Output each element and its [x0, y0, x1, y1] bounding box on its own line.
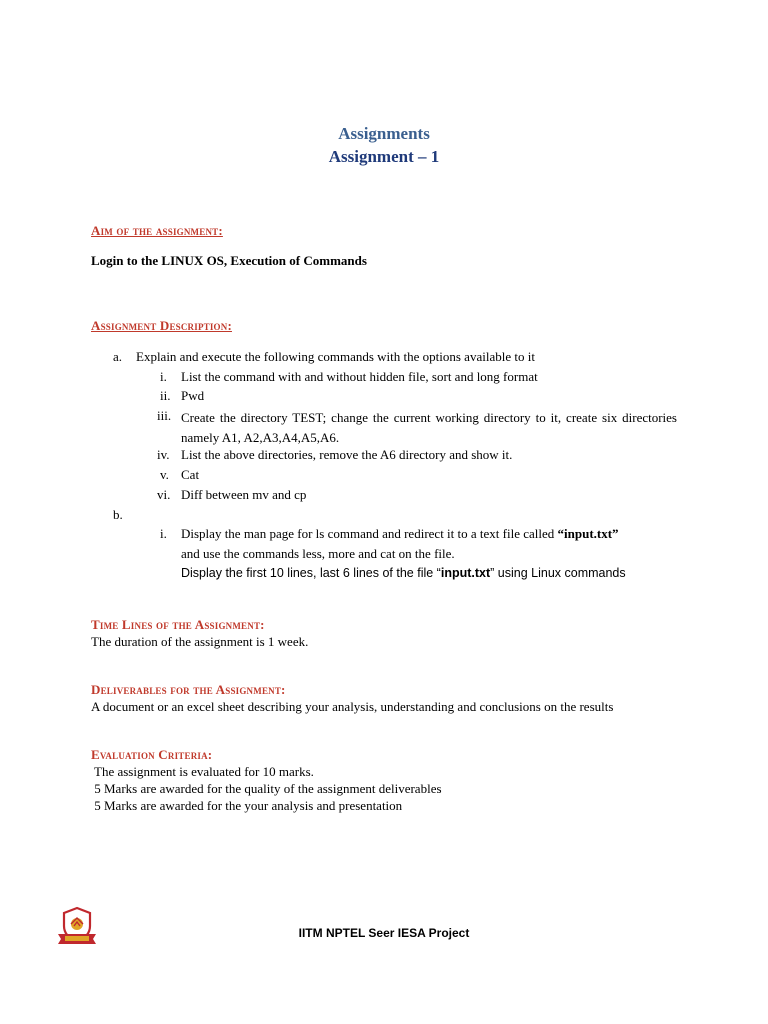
item-b-line1-text: Display the man page for ls command and redirect it to a text file called — [181, 526, 558, 541]
document-title: Assignments — [338, 124, 430, 143]
sub-item-text: List the above directories, remove the A6 directory and show it. — [181, 447, 513, 462]
sub-item-text: Create the directory TEST; change the current working directory to it, create six directories namely A1, A2,A3,A4,A5,A6. — [181, 410, 677, 445]
sub-item-text: Pwd — [181, 388, 205, 403]
sub-marker: iii. — [157, 408, 172, 423]
evaluation-line: 5 Marks are awarded for the your analysis and presentation — [91, 798, 403, 813]
filename-input: “input.txt” — [557, 526, 619, 541]
evaluation-line: 5 Marks are awarded for the quality of the assignment deliverables — [91, 781, 442, 796]
evaluation-line: The assignment is evaluated for 10 marks. — [91, 764, 314, 779]
item-b-line3-pre: Display the first 10 lines, last 6 lines of the file “ — [181, 566, 441, 580]
list-marker-b: b. — [113, 507, 123, 522]
sub-marker: v. — [160, 467, 169, 482]
item-b-line3-post: ” using Linux commands — [490, 566, 626, 580]
item-a-text: Explain and execute the following commands with the options available to it — [136, 349, 535, 364]
deliverables-heading: Deliverables for the Assignment: — [91, 682, 286, 697]
timelines-heading: Time Lines of the Assignment: — [91, 617, 265, 632]
sub-marker: iv. — [157, 447, 170, 462]
aim-text: Login to the LINUX OS, Execution of Commands — [91, 253, 367, 268]
footer-project-name: IITM NPTEL Seer IESA Project — [298, 926, 470, 940]
item-b-line2: and use the commands less, more and cat on the file. — [181, 546, 455, 561]
sub-marker: i. — [160, 526, 167, 541]
filename-input-2: input.txt — [440, 566, 491, 580]
list-marker-a: a. — [113, 349, 123, 364]
timelines-text: The duration of the assignment is 1 week. — [91, 634, 309, 649]
sub-item-text: List the command with and without hidden file, sort and long format — [181, 369, 538, 384]
sub-marker: vi. — [157, 487, 171, 502]
aim-heading: Aim of the assignment: — [91, 223, 223, 238]
sub-marker: i. — [160, 369, 167, 384]
deliverables-text: A document or an excel sheet describing your analysis, understanding and conclusions on the results — [91, 699, 614, 714]
sub-marker: ii. — [160, 388, 171, 403]
sub-item-text: Cat — [181, 467, 200, 482]
evaluation-heading: Evaluation Criteria: — [91, 747, 213, 762]
description-heading: Assignment Description: — [91, 318, 232, 333]
item-b-line1 — [181, 526, 619, 542]
item-b-line3 — [181, 566, 626, 580]
assignment-number: Assignment – 1 — [328, 147, 440, 166]
sub-item-text: Diff between mv and cp — [181, 487, 307, 502]
